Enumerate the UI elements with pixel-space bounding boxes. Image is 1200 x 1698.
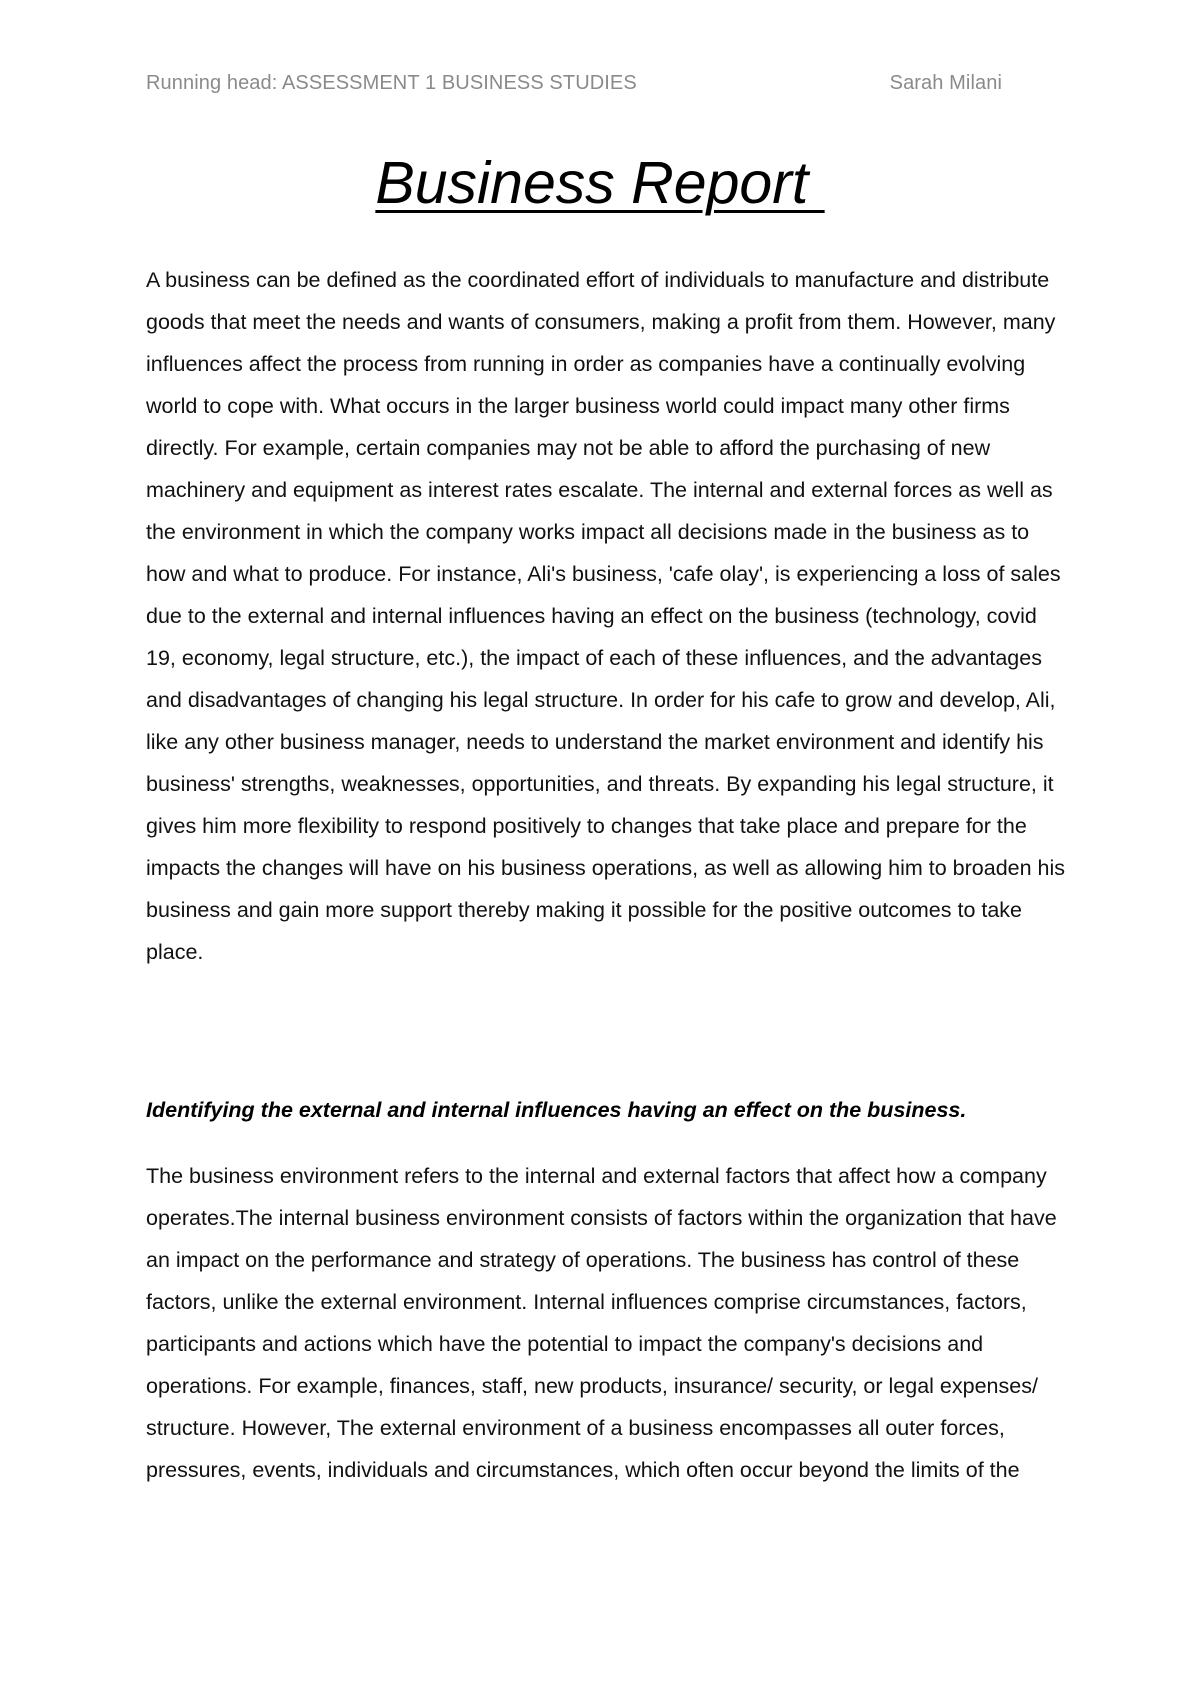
running-head-text: Running head: ASSESSMENT 1 BUSINESS STUDIES [146,72,637,94]
document-title: Business Report [375,150,825,216]
intro-paragraph: A business can be defined as the coordinated effort of individuals to manufacture and distribute goods that meet the needs and wants of consumers, making a profit from them. However, many influences affect the process from running in order as companies have a continually evolving world to cope with. What occurs in the larger business world could impact many other firms directly. For example, certain companies may not be able to afford the purchasing of new machinery and equipment as interest rates escalate. The internal and external forces as well as the environment in which the company works impact all decisions made in the business as to how and what to produce. For instance, Ali's business, 'cafe olay', is experiencing a loss of sales due to the external and internal influences having an effect on the business (technology, covid 19, economy, legal structure, etc.), the impact of each of these influences, and the advantages and disadvantages of changing his legal structure. In order for his cafe to grow and develop, Ali, like any other business manager, needs to understand the market environment and identify his business' strengths, weaknesses, opportunities, and threats. By expanding his legal structure, it gives him more flexibility to respond positively to changes that take place and prepare for the impacts the changes will have on his business operations, as well as allowing him to broaden his business and gain more support thereby making it possible for the positive outcomes to take place. [146,268,1066,964]
author-name: Sarah Milani [889,72,1002,94]
section-heading: Identifying the external and internal influences having an effect on the business. [146,1098,967,1122]
page-header [146,72,1002,95]
section-paragraph: The business environment refers to the internal and external factors that affect how a company operates.The internal business environment consists of factors within the organization that have an impact on the performance and strategy of operations. The business has control of these factors, unlike the external environment. Internal influences comprise circumstances, factors, participants and actions which have the potential to impact the company's decisions and operations. For example, finances, staff, new products, insurance/ security, or legal expenses/ structure. However, The external environment of a business encompasses all outer forces, pressures, events, individuals and circumstances, which often occur beyond the limits of the [146,1164,1057,1482]
